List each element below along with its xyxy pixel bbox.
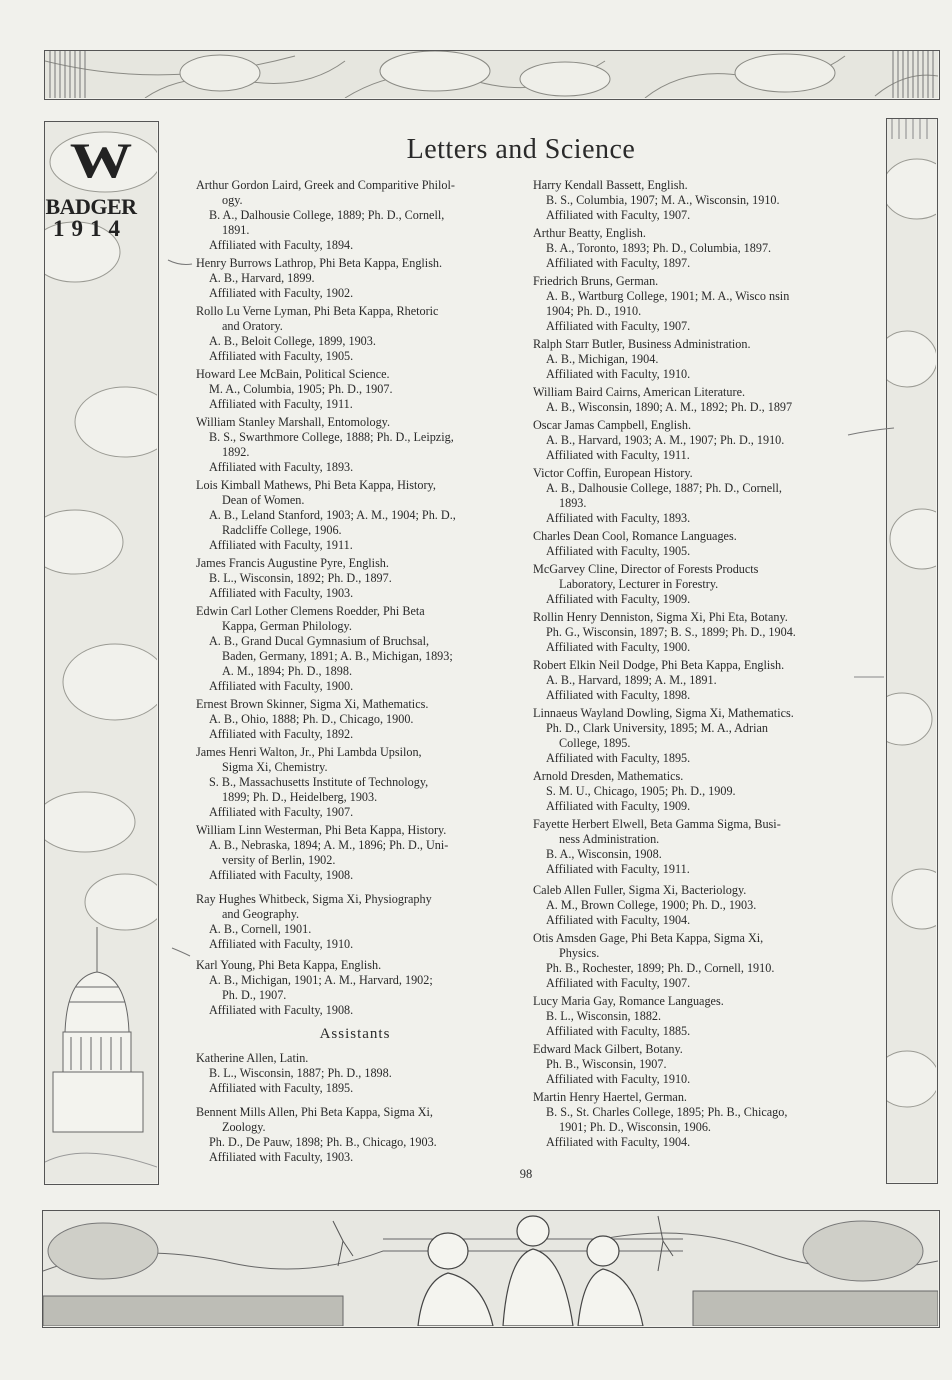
entry-detail-line: Ph. G., Wisconsin, 1897; B. S., 1899; Ph. D., 1904. — [546, 625, 796, 639]
entry-detail-line: Baden, Germany, 1891; A. B., Michigan, 1893; — [222, 649, 453, 663]
faculty-entry — [533, 178, 851, 223]
cloud-illustration — [45, 51, 938, 98]
faculty-entry — [533, 610, 851, 655]
tennis-scene-illustration — [43, 1211, 938, 1326]
faculty-entry — [533, 1042, 851, 1087]
entry-name-line: Katherine Allen, Latin. — [196, 1051, 309, 1065]
entry-detail-line: A. B., Beloit College, 1899, 1903. — [209, 334, 376, 348]
entry-detail-line: Affiliated with Faculty, 1898. — [546, 688, 691, 702]
faculty-entry — [196, 745, 514, 820]
entry-detail-line: A. B., Dalhousie College, 1887; Ph. D., Cornell, — [546, 481, 782, 495]
entry-detail-line: A. M., Brown College, 1900; Ph. D., 1903. — [546, 898, 757, 912]
entry-name-line: Martin Henry Haertel, German. — [533, 1090, 687, 1104]
right-decorative-panel — [886, 118, 938, 1184]
faculty-list-left — [196, 178, 514, 1168]
entry-detail-line: Affiliated with Faculty, 1908. — [209, 1003, 354, 1017]
faculty-entry — [196, 958, 514, 1018]
entry-name-line: Edward Mack Gilbert, Botany. — [533, 1042, 683, 1056]
assistants-heading: Assistants — [319, 1026, 391, 1042]
entry-detail-line: Affiliated with Faculty, 1911. — [209, 397, 353, 411]
faculty-entry — [533, 562, 851, 607]
page-title: Letters and Science — [406, 134, 636, 165]
left-decorative-panel — [44, 121, 159, 1185]
entry-detail-line: B. L., Wisconsin, 1892; Ph. D., 1897. — [209, 571, 392, 585]
entry-name-line: Howard Lee McBain, Political Science. — [196, 367, 390, 381]
entry-detail-line: B. L., Wisconsin, 1887; Ph. D., 1898. — [209, 1066, 392, 1080]
entry-detail-line: Affiliated with Faculty, 1911. — [546, 862, 690, 876]
faculty-entry — [196, 823, 514, 883]
faculty-entry — [196, 256, 514, 301]
entry-detail-line: and Oratory. — [222, 319, 283, 333]
entry-detail-line: Ph. D., De Pauw, 1898; Ph. B., Chicago, 1903. — [209, 1135, 437, 1149]
entry-name-line: James Henri Walton, Jr., Phi Lambda Upsilon, — [196, 745, 422, 759]
faculty-entry — [533, 994, 851, 1039]
faculty-entry — [533, 337, 851, 382]
faculty-entry — [533, 226, 851, 271]
faculty-entry — [533, 274, 851, 334]
entry-detail-line: Affiliated with Faculty, 1903. — [209, 586, 354, 600]
entry-detail-line: Affiliated with Faculty, 1895. — [209, 1081, 354, 1095]
faculty-entry — [533, 817, 851, 877]
entry-detail-line: Affiliated with Faculty, 1893. — [209, 460, 354, 474]
entry-detail-line: A. B., Leland Stanford, 1903; A. M., 1904; Ph. D., — [209, 508, 456, 522]
entry-detail-line: A. B., Wisconsin, 1890; A. M., 1892; Ph. D., 1897 — [546, 400, 793, 414]
entry-detail-line: Sigma Xi, Chemistry. — [222, 760, 328, 774]
entry-detail-line: A. B., Nebraska, 1894; A. M., 1896; Ph. D., Uni- — [209, 838, 449, 852]
entry-detail-line: 1899; Ph. D., Heidelberg, 1903. — [222, 790, 378, 804]
entry-detail-line: Affiliated with Faculty, 1893. — [546, 511, 691, 525]
faculty-entry — [533, 385, 851, 415]
entry-detail-line: Ph. B., Wisconsin, 1907. — [546, 1057, 667, 1071]
entry-detail-line: B. S., Columbia, 1907; M. A., Wisconsin, 1910. — [546, 193, 780, 207]
entry-detail-line: and Geography. — [222, 907, 300, 921]
pencil-mark-icon — [166, 256, 194, 272]
faculty-entry — [533, 769, 851, 814]
entry-detail-line: B. A., Wisconsin, 1908. — [546, 847, 662, 861]
entry-name-line: Arnold Dresden, Mathematics. — [533, 769, 684, 783]
entry-detail-line: 1891. — [222, 223, 250, 237]
entry-detail-line: B. A., Toronto, 1893; Ph. D., Columbia, 1897. — [546, 241, 772, 255]
entry-name-line: Karl Young, Phi Beta Kappa, English. — [196, 958, 382, 972]
entry-detail-line: Kappa, German Philology. — [222, 619, 352, 633]
cloud-and-capitol-illustration — [45, 122, 157, 1183]
assistant-entries — [196, 1051, 514, 1165]
faculty-entry — [196, 367, 514, 412]
entry-detail-line: A. B., Michigan, 1901; A. M., Harvard, 1902; — [209, 973, 433, 987]
top-decorative-banner — [44, 50, 940, 100]
bottom-illustration-banner — [42, 1210, 940, 1328]
entry-detail-line: Affiliated with Faculty, 1905. — [546, 544, 691, 558]
entry-detail-line: Affiliated with Faculty, 1911. — [209, 538, 353, 552]
cloud-illustration-right — [887, 119, 936, 1182]
entry-detail-line: Affiliated with Faculty, 1900. — [209, 679, 354, 693]
entry-name-line: Lucy Maria Gay, Romance Languages. — [533, 994, 724, 1008]
entry-detail-line: Ph. D., Clark University, 1895; M. A., Adrian — [546, 721, 768, 735]
badge-year: 1914 — [53, 216, 127, 241]
faculty-entry — [533, 658, 851, 703]
entry-detail-line: A. B., Cornell, 1901. — [209, 922, 312, 936]
entry-name-line: Oscar Jamas Campbell, English. — [533, 418, 692, 432]
entry-detail-line: 1901; Ph. D., Wisconsin, 1906. — [559, 1120, 711, 1134]
faculty-entry — [196, 304, 514, 364]
entry-detail-line: Affiliated with Faculty, 1905. — [209, 349, 354, 363]
entry-detail-line: A. B., Harvard, 1899; A. M., 1891. — [546, 673, 717, 687]
entry-name-line: Ralph Starr Butler, Business Administration. — [533, 337, 751, 351]
entry-detail-line: Affiliated with Faculty, 1894. — [209, 238, 354, 252]
entry-name-line: Rollo Lu Verne Lyman, Phi Beta Kappa, Rhetoric — [196, 304, 439, 318]
entry-detail-line: Affiliated with Faculty, 1907. — [209, 805, 354, 819]
entry-detail-line: 1892. — [222, 445, 250, 459]
entry-detail-line: Ph. B., Rochester, 1899; Ph. D., Cornell, 1910. — [546, 961, 775, 975]
faculty-entry — [196, 178, 514, 253]
entry-name-line: Edwin Carl Lother Clemens Roedder, Phi Beta — [196, 604, 425, 618]
entry-detail-line: B. S., St. Charles College, 1895; Ph. B., Chicago, — [546, 1105, 788, 1119]
faculty-entry — [196, 1051, 514, 1096]
entry-name-line: James Francis Augustine Pyre, English. — [196, 556, 389, 570]
entry-detail-line: Laboratory, Lecturer in Forestry. — [559, 577, 719, 591]
faculty-entry — [196, 1105, 514, 1165]
faculty-entries-right — [533, 178, 851, 1150]
entry-detail-line: Affiliated with Faculty, 1904. — [546, 913, 691, 927]
entry-detail-line: Affiliated with Faculty, 1907. — [546, 976, 691, 990]
entry-detail-line: M. A., Columbia, 1905; Ph. D., 1907. — [209, 382, 393, 396]
entry-detail-line: B. A., Dalhousie College, 1889; Ph. D., Cornell, — [209, 208, 445, 222]
entry-detail-line: Affiliated with Faculty, 1904. — [546, 1135, 691, 1149]
faculty-entry — [533, 883, 851, 928]
faculty-entry — [196, 892, 514, 952]
entry-detail-line: Affiliated with Faculty, 1897. — [546, 256, 691, 270]
entry-detail-line: Ph. D., 1907. — [222, 988, 287, 1002]
entry-detail-line: Affiliated with Faculty, 1907. — [546, 208, 691, 222]
faculty-entry — [533, 706, 851, 766]
entry-detail-line: A. B., Grand Ducal Gymnasium of Bruchsal, — [209, 634, 430, 648]
entry-name-line: Ray Hughes Whitbeck, Sigma Xi, Physiography — [196, 892, 432, 906]
entry-name-line: William Linn Westerman, Phi Beta Kappa, History. — [196, 823, 447, 837]
entry-name-line: Arthur Gordon Laird, Greek and Comparitive Philol- — [196, 178, 455, 192]
entry-detail-line: A. B., Harvard, 1899. — [209, 271, 315, 285]
entry-detail-line: A. B., Ohio, 1888; Ph. D., Chicago, 1900. — [209, 712, 414, 726]
entry-detail-line: Affiliated with Faculty, 1910. — [546, 1072, 691, 1086]
faculty-entry — [196, 415, 514, 475]
faculty-entry — [533, 1090, 851, 1150]
entry-name-line: Arthur Beatty, English. — [533, 226, 646, 240]
faculty-entry — [533, 466, 851, 526]
entry-name-line: William Stanley Marshall, Entomology. — [196, 415, 391, 429]
entry-name-line: Friedrich Bruns, German. — [533, 274, 659, 288]
faculty-entry — [196, 556, 514, 601]
entry-name-line: William Baird Cairns, American Literature. — [533, 385, 746, 399]
faculty-entry — [533, 529, 851, 559]
entry-detail-line: Affiliated with Faculty, 1909. — [546, 592, 691, 606]
entry-name-line: Victor Coffin, European History. — [533, 466, 693, 480]
entry-detail-line: A. B., Wartburg College, 1901; M. A., Wisco nsin — [546, 289, 790, 303]
faculty-entry — [533, 418, 851, 463]
entry-name-line: Otis Amsden Gage, Phi Beta Kappa, Sigma Xi, — [533, 931, 764, 945]
entry-name-line: Ernest Brown Skinner, Sigma Xi, Mathematics. — [196, 697, 429, 711]
page-number: 98 — [519, 1167, 533, 1181]
entry-name-line: Linnaeus Wayland Dowling, Sigma Xi, Mathematics. — [533, 706, 794, 720]
entry-detail-line: 1893. — [559, 496, 587, 510]
faculty-entry — [196, 604, 514, 694]
entry-detail-line: Affiliated with Faculty, 1908. — [209, 868, 354, 882]
entry-detail-line: Affiliated with Faculty, 1895. — [546, 751, 691, 765]
entry-detail-line: B. L., Wisconsin, 1882. — [546, 1009, 662, 1023]
entry-detail-line: Affiliated with Faculty, 1911. — [546, 448, 690, 462]
entry-detail-line: A. B., Harvard, 1903; A. M., 1907; Ph. D., 1910. — [546, 433, 785, 447]
badge-name: BADGER — [45, 194, 137, 219]
entry-detail-line: Affiliated with Faculty, 1903. — [209, 1150, 354, 1164]
entry-detail-line: Affiliated with Faculty, 1907. — [546, 319, 691, 333]
entry-detail-line: Dean of Women. — [222, 493, 305, 507]
entry-detail-line: 1904; Ph. D., 1910. — [546, 304, 642, 318]
entry-detail-line: S. B., Massachusetts Institute of Technology, — [209, 775, 429, 789]
entry-name-line: Henry Burrows Lathrop, Phi Beta Kappa, English. — [196, 256, 443, 270]
pencil-mark-icon — [846, 425, 896, 439]
entry-name-line: Rollin Henry Denniston, Sigma Xi, Phi Eta, Botany. — [533, 610, 788, 624]
faculty-list-right — [533, 178, 851, 1153]
entry-detail-line: Affiliated with Faculty, 1910. — [209, 937, 354, 951]
entry-detail-line: Radcliffe College, 1906. — [222, 523, 342, 537]
entry-detail-line: College, 1895. — [559, 736, 631, 750]
pencil-mark-icon — [852, 672, 886, 682]
entry-detail-line: Affiliated with Faculty, 1910. — [546, 367, 691, 381]
entry-detail-line: Affiliated with Faculty, 1909. — [546, 799, 691, 813]
entry-detail-line: Affiliated with Faculty, 1902. — [209, 286, 354, 300]
faculty-entry — [196, 478, 514, 553]
entry-detail-line: Physics. — [559, 946, 600, 960]
entry-detail-line: Zoology. — [222, 1120, 266, 1134]
entry-name-line: Lois Kimball Mathews, Phi Beta Kappa, History, — [196, 478, 436, 492]
entry-name-line: Fayette Herbert Elwell, Beta Gamma Sigma, Busi- — [533, 817, 781, 831]
pencil-mark-icon — [170, 944, 192, 960]
entry-detail-line: A. B., Michigan, 1904. — [546, 352, 659, 366]
entry-detail-line: A. M., 1894; Ph. D., 1898. — [222, 664, 353, 678]
faculty-entry — [196, 697, 514, 742]
badge-letter: W — [69, 132, 133, 188]
entry-detail-line: ogy. — [222, 193, 243, 207]
entry-detail-line: ness Administration. — [559, 832, 660, 846]
entry-name-line: Bennent Mills Allen, Phi Beta Kappa, Sigma Xi, — [196, 1105, 433, 1119]
entry-detail-line: versity of Berlin, 1902. — [222, 853, 336, 867]
entry-name-line: Charles Dean Cool, Romance Languages. — [533, 529, 737, 543]
entry-name-line: Caleb Allen Fuller, Sigma Xi, Bacteriology. — [533, 883, 747, 897]
entry-detail-line: B. S., Swarthmore College, 1888; Ph. D., Leipzig, — [209, 430, 454, 444]
faculty-entries-left — [196, 178, 514, 1018]
entry-detail-line: Affiliated with Faculty, 1900. — [546, 640, 691, 654]
entry-name-line: Harry Kendall Bassett, English. — [533, 178, 688, 192]
entry-detail-line: S. M. U., Chicago, 1905; Ph. D., 1909. — [546, 784, 736, 798]
faculty-entry — [533, 931, 851, 991]
entry-name-line: McGarvey Cline, Director of Forests Products — [533, 562, 759, 576]
entry-detail-line: Affiliated with Faculty, 1885. — [546, 1024, 691, 1038]
entry-detail-line: Affiliated with Faculty, 1892. — [209, 727, 354, 741]
entry-name-line: Robert Elkin Neil Dodge, Phi Beta Kappa, English. — [533, 658, 785, 672]
